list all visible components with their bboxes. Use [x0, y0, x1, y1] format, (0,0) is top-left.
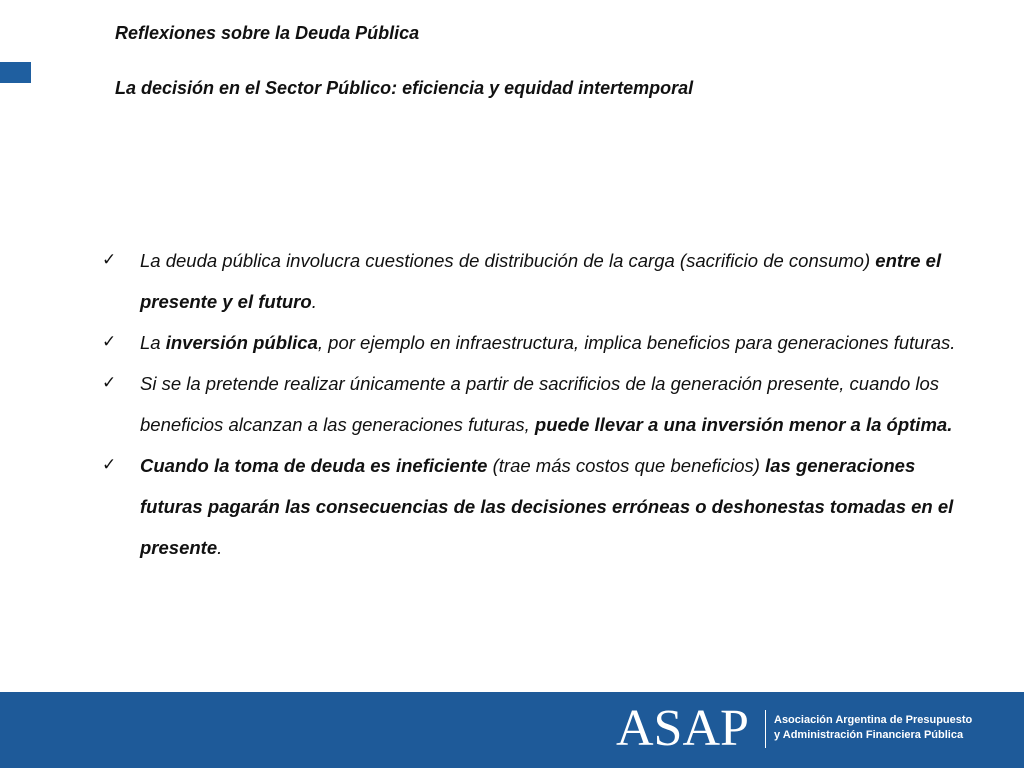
asap-logo: ASAP: [616, 700, 749, 757]
side-accent-bar: [0, 62, 31, 83]
bullet-item: [100, 322, 970, 363]
text-segment: La deuda pública involucra cuestiones de distribución de la carga (sacrificio de consumo): [140, 250, 876, 271]
text-segment: (trae más costos que beneficios): [487, 455, 766, 476]
logo-divider: [765, 710, 766, 748]
text-segment-bold: Cuando la toma de deuda es ineficiente: [140, 455, 488, 476]
text-segment-bold: entre el presente y el futuro: [140, 250, 942, 312]
slide-subtitle: La decisión en el Sector Público: eficiencia y equidad intertemporal: [115, 78, 694, 98]
text-segment: La: [140, 332, 166, 353]
bullet-list: [100, 240, 970, 568]
text-segment-bold: las generaciones futuras pagarán las consecuencias de las decisiones erróneas o deshonestas tomadas en el presente: [140, 455, 954, 558]
org-name-line-2: y Administración Financiera Pública: [774, 729, 964, 741]
org-name-line-1: Asociación Argentina de Presupuesto: [774, 714, 973, 726]
text-segment: .: [217, 537, 223, 558]
text-segment: .: [311, 291, 317, 312]
text-segment-bold: puede llevar a una inversión menor a la óptima.: [534, 414, 953, 435]
bullet-item: [100, 363, 970, 445]
text-segment: , por ejemplo en infraestructura, implica beneficios para generaciones futuras.: [317, 332, 956, 353]
text-segment-bold: inversión pública: [165, 332, 318, 353]
bullet-item: [100, 445, 970, 568]
bullet-text: [140, 250, 941, 312]
check-icon: ✓: [102, 455, 117, 475]
text-segment: Si se la pretende realizar únicamente a partir de sacrificios de la generación presente, cuando los beneficios alcanzan a las generaciones futuras,: [140, 373, 940, 435]
bullet-text: [140, 332, 955, 353]
check-icon: ✓: [102, 373, 117, 393]
check-icon: ✓: [102, 332, 117, 352]
slide-title: Reflexiones sobre la Deuda Pública: [115, 23, 420, 43]
check-icon: ✓: [102, 250, 117, 270]
bullet-text: [140, 455, 953, 558]
organization-name: [774, 713, 972, 743]
bullet-text: [140, 373, 952, 435]
bullet-item: [100, 240, 970, 322]
